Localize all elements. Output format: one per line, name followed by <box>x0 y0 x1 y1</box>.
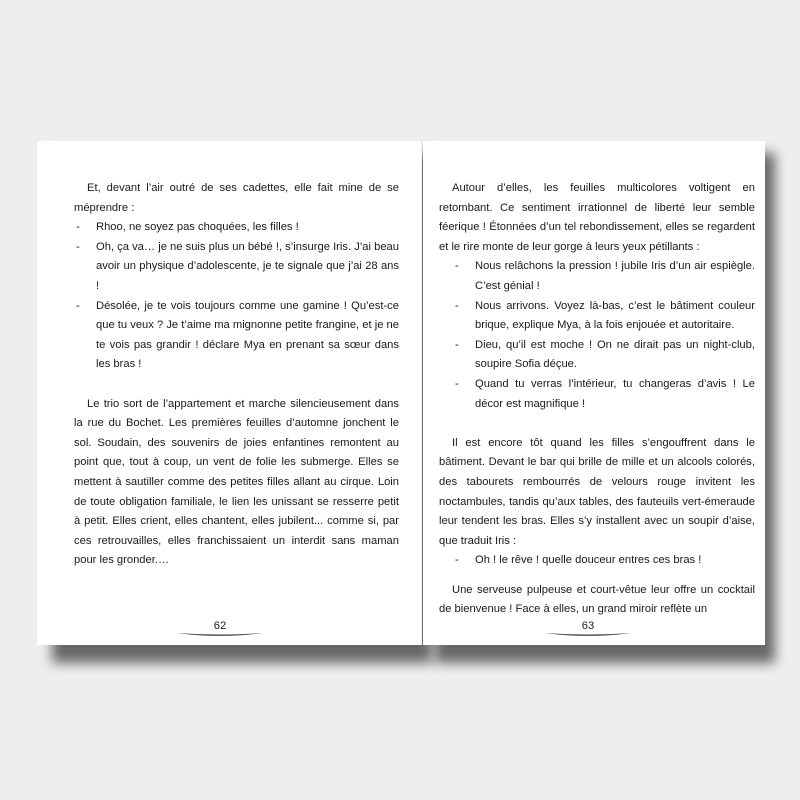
left-dialogue-list <box>74 218 399 375</box>
dialogue-text: Désolée, je te vois toujours comme une gamine ! Qu’est-ce que tu veux ? Je t’aime ma mignonne petite frangine, et je ne te vois pas grandir ! déclare Mya en prenant sa sœur dans les bras ! <box>96 299 399 371</box>
right-paragraph-2: Il est encore tôt quand les filles s’engouffrent dans le bâtiment. Devant le bar qui brille de mille et un alcools colorés, des tabourets rembourrés de velours rouge invitent les noctambules, tandis qu’aux tables, des fauteuils vert-émeraude leur tendent les bras. Elles s’y installent avec un soupir d’aise, que traduit Iris : <box>439 436 755 547</box>
dialogue-text: Oh, ça va… je ne suis plus un bébé !, s’insurge Iris. J’ai beau avoir un physique d’adolescente, je te signale que j’ai 28 ans ! <box>96 240 399 292</box>
dash-marker: - <box>455 260 459 273</box>
dash-marker: - <box>455 377 459 390</box>
dialogue-text: Nous arrivons. Voyez là-bas, c’est le bâtiment couleur brique, explique Mya, à la fois enjouée et autoritaire. <box>475 299 755 332</box>
dialogue-text: Oh ! le rêve ! quelle douceur entres ces bras ! <box>475 554 702 567</box>
dialogue-text: Dieu, qu’il est moche ! On ne dirait pas un night-club, soupire Sofia déçue. <box>475 338 755 371</box>
left-page <box>37 141 422 645</box>
dialogue-text: Rhoo, ne soyez pas choquées, les filles ! <box>96 221 299 234</box>
right-dialogue-list-2 <box>439 551 755 571</box>
dash-marker: - <box>76 221 80 234</box>
dash-marker: - <box>76 299 80 312</box>
right-paragraph-3: Une serveuse pulpeuse et court-vêtue leur offre un cocktail de bienvenue ! Face à elles, un grand miroir reflète un <box>439 583 755 616</box>
page-number: 62 <box>213 620 227 632</box>
left-page-text <box>74 179 399 571</box>
right-page <box>423 141 765 645</box>
dialogue-line <box>453 336 755 375</box>
right-page-text <box>439 179 755 620</box>
dialogue-line <box>453 297 755 336</box>
right-paragraph-1: Autour d’elles, les feuilles multicolores voltigent en retombant. Ce sentiment irrationnel de liberté leur semble féerique ! Étonnées d’un tel rebondissement, elles se regardent et le rire monte de leur gorge à leurs yeux pétillants : <box>439 182 755 253</box>
dash-marker: - <box>455 338 459 351</box>
right-page-folio <box>543 619 633 638</box>
left-page-folio <box>175 619 265 638</box>
right-dialogue-list-1 <box>439 257 755 414</box>
dash-marker: - <box>455 299 459 312</box>
left-paragraph-1: Et, devant l’air outré de ses cadettes, elle fait mine de se méprendre : <box>74 182 399 214</box>
paragraph-gap <box>439 414 755 434</box>
dash-marker: - <box>455 554 459 567</box>
dialogue-line <box>453 551 755 571</box>
dialogue-line <box>74 297 399 375</box>
dialogue-line <box>74 218 399 238</box>
dialogue-text: Quand tu verras l’intérieur, tu changeras d’avis ! Le décor est magnifique ! <box>475 377 755 410</box>
paragraph-gap <box>439 571 755 581</box>
dialogue-line <box>453 375 755 414</box>
dialogue-line <box>453 257 755 296</box>
paragraph-gap <box>74 375 399 395</box>
dash-marker: - <box>76 240 80 253</box>
page-number: 63 <box>581 620 595 632</box>
dialogue-line <box>74 238 399 297</box>
dialogue-text: Nous relâchons la pression ! jubile Iris d’un air espiègle. C’est génial ! <box>475 260 755 292</box>
left-paragraph-2: Le trio sort de l’appartement et marche silencieusement dans la rue du Bochet. Les premières feuilles d’automne jonchent le sol. Soudain, des souvenirs de joies enfantines remontent au point que, tout à coup, un vent de folie les submerge. Elles se mettent à sautiller comme des petites filles allant au cirque. Loin de toute obligation familiale, le lien les unissant se resserre petit à petit. Elles crient, elles chantent, elles jubilent... comme si, par ces retrouvailles, elles franchissaient un interdit sans maman pour les gronder.… <box>74 397 399 567</box>
